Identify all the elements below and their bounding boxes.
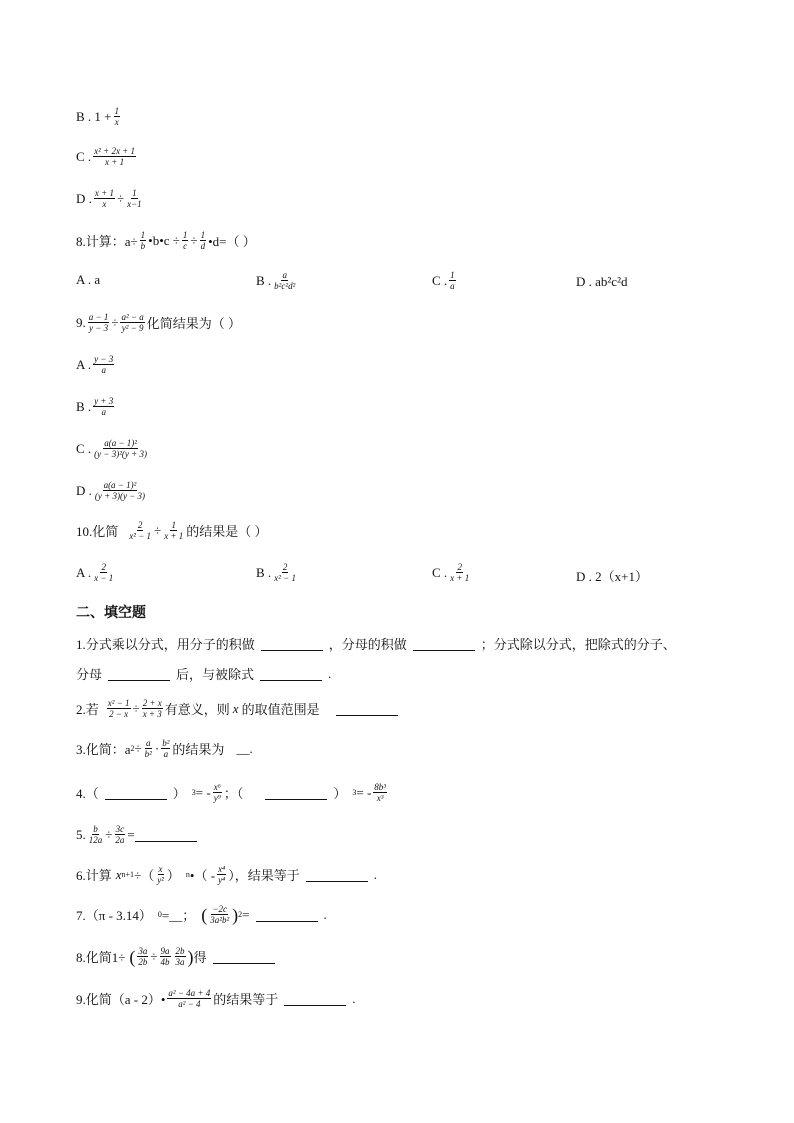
- fraction: $\frac{2}{\text{x² − 1}}$: [274, 562, 296, 583]
- fraction: $\frac{\text{a(a − 1)²}}{(y + 3)(y - 3)}$: [94, 480, 146, 501]
- answer-blank[interactable]: [260, 666, 322, 681]
- fill-q6: 6.计算 x n+1 ÷（ $\frac{x}{\text{y²}}$ ） n •（ - $\frac{\text{x⁴}}{\text{y⁴}}$ ），结果等于 .: [76, 864, 377, 885]
- right-paren: ): [232, 904, 239, 925]
- q10-stem: 10.化简 $\frac{2}{\text{x² − 1}}$ ÷ $\frac{1}{x + 1}$ 的结果是（ ）: [76, 520, 268, 541]
- answer-blank[interactable]: [105, 785, 167, 800]
- fraction: $\frac{2}{x + 1}$: [450, 562, 470, 583]
- fraction: $\frac{a}{\text{b²}}$: [144, 738, 152, 759]
- q8-option-a: A . a: [76, 272, 101, 287]
- fill-q1-line2: 分母 后，与被除式 .: [76, 665, 332, 682]
- q9-option-c: C . $\frac{\text{a(a − 1)²}}{\text{(y − 3)²(y + 3)}}$: [76, 438, 147, 459]
- q7-option-b: B . 1 + $\frac{1}{x}$: [76, 106, 120, 127]
- fraction: $\frac{1}{a}$: [450, 270, 455, 291]
- fraction: $\frac{1}{c}$: [182, 230, 188, 251]
- q10-option-a: A . $\frac{2}{x - 1}$: [76, 562, 114, 583]
- fraction: $\frac{\text{a² − a}}{\text{y² − 9}}$: [121, 312, 144, 333]
- fraction: $\frac{2 + x}{x + 3}$: [142, 698, 162, 719]
- q10-option-d: D . 2（x+1）: [576, 569, 648, 584]
- fraction: $\frac{3c}{2a}$: [115, 824, 125, 845]
- answer-blank[interactable]: [108, 666, 170, 681]
- answer-blank[interactable]: [265, 785, 327, 800]
- q10-option-c: C . $\frac{2}{x + 1}$: [432, 562, 470, 583]
- fraction: $\frac{y + 3}{a}$: [94, 396, 114, 417]
- right-paren: ): [187, 946, 194, 967]
- q10-option-b: B . $\frac{2}{\text{x² − 1}}$: [256, 562, 296, 583]
- answer-blank[interactable]: [256, 907, 318, 922]
- fraction: $\frac{y - 3}{a}$: [94, 354, 114, 375]
- q8-stem: 8.计算：a÷ $\frac{1}{b}$ •b•c ÷ $\frac{1}{c}$ ÷ $\frac{1}{d}$ •d=（ ）: [76, 230, 256, 251]
- section-heading: 二、填空题: [76, 605, 146, 621]
- fraction: $\frac{\text{x⁶}}{\text{y⁹}}$: [213, 782, 221, 803]
- fraction: $\frac{\text{x² − 1}}{2 - x}$: [107, 698, 130, 719]
- fraction: $\frac{\text{b²}}{a}$: [162, 738, 170, 759]
- fraction: $\frac{a - 1}{y - 3}$: [88, 312, 109, 333]
- fraction: $\frac{\text{a(a − 1)²}}{\text{(y − 3)²(y + 3)}}$: [94, 438, 147, 459]
- q9-stem: 9. $\frac{a - 1}{y - 3}$ ÷ $\frac{\text{a² − a}}{\text{y² − 9}}$ 化简结果为（ ）: [76, 312, 242, 333]
- answer-blank[interactable]: [413, 636, 475, 651]
- q9-option-b: B . $\frac{y + 3}{a}$: [76, 396, 114, 417]
- fraction: $\frac{2}{x - 1}$: [94, 562, 114, 583]
- answer-blank[interactable]: [306, 867, 368, 882]
- answer-blank[interactable]: [336, 701, 398, 716]
- fraction: $\frac{x + 1}{x}$: [94, 188, 114, 209]
- fill-q7: 7.（π - 3.14） 0 =__； ( $\frac{-2c}{\text{3a²b²}}$ ) 2 = .: [76, 904, 327, 925]
- fraction: $\frac{a}{\text{b²c²d²}}$: [274, 270, 296, 291]
- fill-q5: 5. $\frac{b}{12a}$ ÷ $\frac{3c}{2a}$ =: [76, 824, 197, 845]
- fraction: $\frac{1}{x + 1}$: [164, 520, 184, 541]
- answer-blank[interactable]: [261, 636, 323, 651]
- q7-option-d: D . $\frac{x + 1}{x}$ ÷ $\frac{1}{x-1}$: [76, 188, 142, 209]
- answer-blank[interactable]: [135, 827, 197, 842]
- q8-option-b: B . $\frac{a}{\text{b²c²d²}}$: [256, 270, 296, 291]
- fill-q1-line1: 1.分式乘以分式，用分子的积做 ，分母的积做 ；分式除以分式，把除式的分子、: [76, 637, 676, 652]
- fraction: $\frac{9a}{4b}$: [160, 946, 170, 967]
- q9-option-d: D . $\frac{\text{a(a − 1)²}}{(y + 3)(y - 3)}$: [76, 480, 146, 501]
- fraction: $\frac{3a}{2b}$: [138, 946, 148, 967]
- fraction: $\frac{1}{d}$: [200, 230, 206, 251]
- fill-q9: 9.化简（a - 2）• $\frac{\text{a² − 4a + 4}}{\text{a² − 4}}$ 的结果等于 .: [76, 988, 356, 1009]
- q9-option-a: A . $\frac{y - 3}{a}$: [76, 354, 114, 375]
- fraction: $\frac{1}{x}$: [114, 106, 120, 127]
- fraction: $\frac{\text{x⁴}}{\text{y⁴}}$: [218, 864, 226, 885]
- q8-option-d: D . ab²c²d: [576, 274, 628, 289]
- fill-q2: 2.若 $\frac{\text{x² − 1}}{2 - x}$ ÷ $\frac{2 + x}{x + 3}$ 有意义，则 x 的取值范围是: [76, 698, 398, 719]
- fraction: $\frac{\text{a² − 4a + 4}}{\text{a² − 4}}$: [168, 988, 211, 1009]
- left-paren: (: [129, 946, 136, 967]
- fraction: $\frac{b}{12a}$: [88, 824, 103, 845]
- q8-option-c: C . $\frac{1}{a}$: [432, 270, 455, 291]
- fill-q3: 3.化简：a 2 ÷ $\frac{a}{\text{b²}}$ · $\frac{\text{b²}}{a}$ 的结果为 __.: [76, 738, 253, 759]
- left-paren: (: [201, 904, 208, 925]
- fraction: $\frac{1}{x-1}$: [127, 188, 142, 209]
- fraction: $\frac{\text{8b³}}{\text{x³}}$: [374, 782, 386, 803]
- fraction: $\frac{-2c}{\text{3a²b²}}$: [210, 904, 230, 925]
- q7-option-c: C . $\frac{\text{x² + 2x + 1}}{x + 1}$: [76, 146, 136, 167]
- fraction: $\frac{1}{b}$: [140, 230, 146, 251]
- fill-q4: 4.（ ） 3 = - $\frac{\text{x⁶}}{\text{y⁹}}$ ；（ ） 3 = - $\frac{\text{8b³}}{\text{x³}}$: [76, 782, 386, 803]
- fraction: $\frac{2}{\text{x² − 1}}$: [129, 520, 152, 541]
- fill-q8: 8.化简1÷ ( $\frac{3a}{2b}$ ÷ $\frac{9a}{4b}$ $\frac{2b}{3a}$ ) 得: [76, 946, 275, 967]
- fraction: $\frac{\text{x² + 2x + 1}}{x + 1}$: [94, 146, 136, 167]
- answer-blank[interactable]: [213, 949, 275, 964]
- answer-blank[interactable]: [284, 991, 346, 1006]
- fraction: $\frac{x}{\text{y²}}$: [157, 864, 164, 885]
- fraction: $\frac{2b}{3a}$: [175, 946, 185, 967]
